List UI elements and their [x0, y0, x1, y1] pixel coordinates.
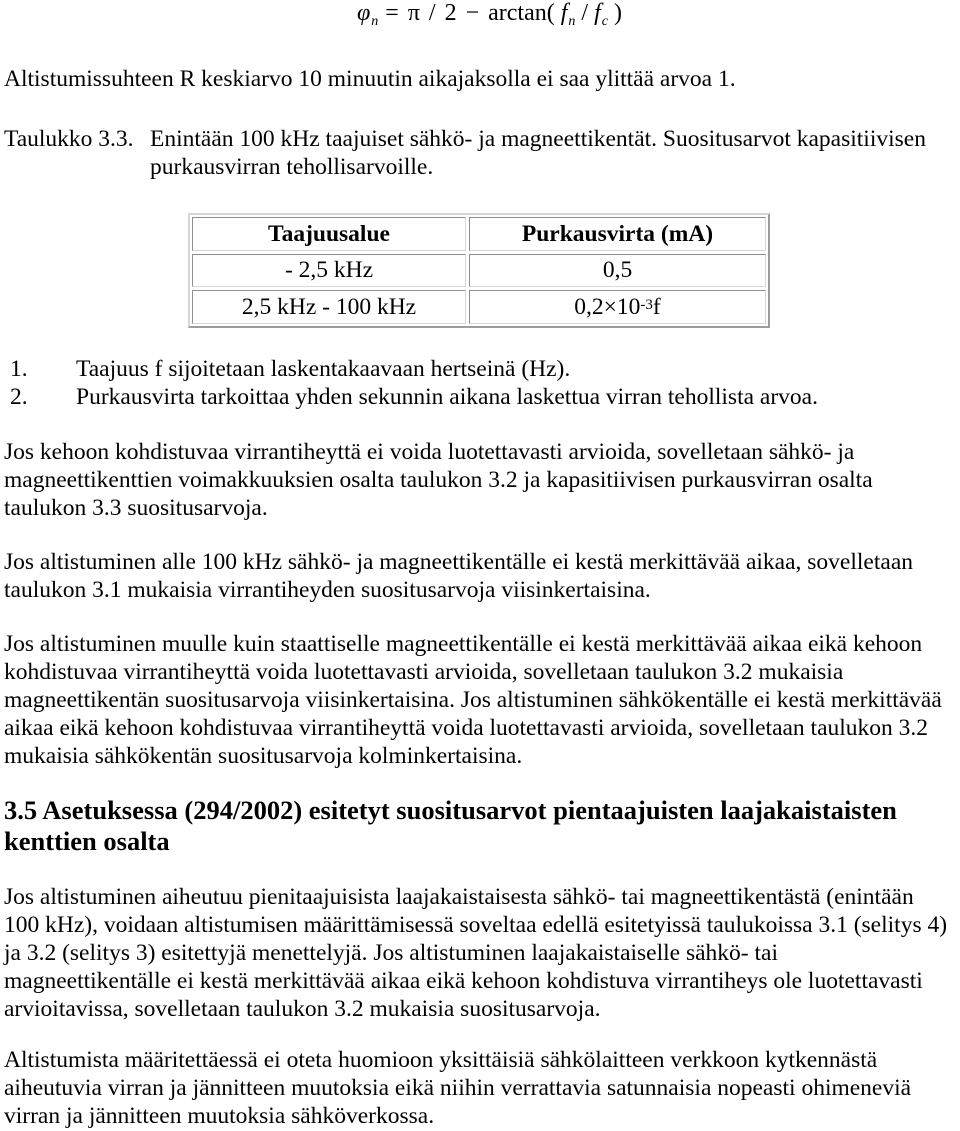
paragraph-line: virran ja jännitteen muutoksia sähköverkossa.	[4, 1103, 435, 1129]
note-text: Purkausvirta tarkoittaa yhden sekunnin aikana laskettua virran tehollista arvoa.	[76, 384, 818, 410]
paragraph-line: magneettikenttien voimakkuuksien osalta taulukon 3.2 ja kapasitiivisen purkausvirran osalta	[4, 467, 873, 493]
phase-formula	[357, 0, 622, 30]
current-coefficient: 0,2×10	[574, 294, 641, 321]
table-cell-current: 0,5	[469, 254, 766, 288]
paragraph-line: aiheutuvia virran ja jännitteen muutoksia eikä niihin verrattavia satunnaisia nopeasti ohimeneviä	[4, 1075, 912, 1101]
intro-paragraph	[4, 65, 956, 93]
section-heading	[4, 795, 956, 857]
paragraph	[4, 630, 956, 770]
formula-phi-symbol: φ	[357, 0, 371, 26]
paragraph-line: 100 kHz), voidaan altistumisen määrittämisessä soveltaa edellä esitetyissä taulukoissa 3.1 (selitys 4)	[4, 912, 948, 938]
formula-close-paren: )	[613, 0, 622, 26]
table-cell-frequency: 2,5 kHz - 100 kHz	[192, 290, 466, 324]
paragraph-line: magneettikentän suositusarvoja viisinkertaisina. Jos altistuminen sähkökentälle ei kestä merkittävää	[4, 687, 942, 713]
paragraph-line: aikaa eikä kehoon kohdistuvaa virrantiheyttä voida luotettavasti arvioida, sovelletaan taulukon 3.2	[4, 715, 929, 741]
paragraph-line: Jos altistuminen muulle kuin staattiselle magneettikentälle ei kestä merkittävää aikaa eikä kehoon	[4, 631, 923, 657]
paragraph	[4, 1046, 956, 1130]
formula-f-denominator: f	[594, 0, 601, 26]
paragraph-line: Altistumissuhteen R keskiarvo 10 minuutin aikajaksolla ei saa ylittää arvoa 1.	[4, 66, 736, 92]
paragraph-line: Altistumista määritettäessä ei oteta huomioon yksittäisiä sähkölaitteen verkkoon kytkennästä	[4, 1047, 878, 1073]
formula-f-numerator: f	[560, 0, 568, 26]
note-item	[4, 355, 956, 383]
table-cell-current: 0,2×10 $^{-3}$ f	[469, 290, 766, 324]
paragraph-line: taulukon 3.3 suositusarvoja.	[4, 495, 268, 521]
caption-line: purkausvirran tehollisarvoille.	[150, 154, 434, 180]
paragraph	[4, 548, 956, 604]
paragraph-line: magneettikentälle ei kestä merkittävää aikaa eikä kehoon kohdistuva virrantiheys ole luotettavasti	[4, 968, 923, 994]
formula-phi-subscript: n	[371, 14, 379, 29]
table-notes	[4, 355, 956, 411]
formula-f-denominator-subscript: c	[601, 14, 608, 29]
formula-divider: /	[581, 0, 589, 26]
table-caption	[4, 125, 956, 181]
note-number: 2.	[10, 384, 28, 410]
note-number: 1.	[10, 356, 28, 382]
paragraph-line: ja 3.2 (selitys 3) esitettyjä menettelyjä. Jos altistuminen laajakaistaiselle sähkö- tai	[4, 940, 778, 966]
formula-f-numerator-subscript: n	[568, 14, 576, 29]
paragraph-line: taulukon 3.1 mukaisia virrantiheyden suositusarvoja viisinkertaisina.	[4, 577, 651, 603]
heading-line: 3.5 Asetuksessa (294/2002) esitetyt suositusarvot pientaajuisten laajakaistaisten	[4, 795, 897, 825]
paragraph	[4, 883, 956, 1023]
caption-line: Enintään 100 kHz taajuiset sähkö- ja magneettikentät. Suositusarvot kapasitiivisen	[150, 126, 926, 152]
table-caption-label: Taulukko 3.3.	[4, 126, 134, 152]
paragraph-line: kohdistuvaa virrantiheyttä voida luotettavasti arvioida, sovelletaan taulukon 3.2 mukaisia	[4, 659, 844, 685]
current-suffix: f	[652, 294, 661, 321]
paragraph-line: mukaisia sähkökentän suositusarvoja kolminkertaisina.	[4, 743, 523, 769]
discharge-current-table	[188, 213, 770, 328]
paragraph-line: Jos kehoon kohdistuvaa virrantiheyttä ei voida luotettavasti arvioida, sovelletaan sähkö- ja	[4, 439, 855, 465]
paragraph	[4, 438, 956, 522]
note-item	[4, 383, 956, 411]
paragraph-line: arvioitavissa, sovelletaan taulukon 3.2 mukaisia suositusarvoja.	[4, 996, 601, 1022]
paragraph-line: Jos altistuminen alle 100 kHz sähkö- ja magneettikentälle ei kestä merkittävää aikaa, sovelletaan	[4, 549, 913, 575]
heading-line: kenttien osalta	[4, 826, 170, 856]
table-header-frequency: Taajuusalue	[192, 217, 466, 251]
paragraph-line: Jos altistuminen aiheutuu pienitaajuisista laajakaistaisesta sähkö- tai magneettikentästä (enintään	[4, 884, 914, 910]
table-header-current: Purkausvirta (mA)	[469, 217, 766, 251]
note-text: Taajuus f sijoitetaan laskentakaavaan hertseinä (Hz).	[76, 356, 571, 382]
table-cell-frequency: - 2,5 kHz	[192, 254, 466, 288]
formula-middle: = π / 2 − arctan(	[385, 0, 555, 26]
table-caption-text	[150, 125, 956, 181]
